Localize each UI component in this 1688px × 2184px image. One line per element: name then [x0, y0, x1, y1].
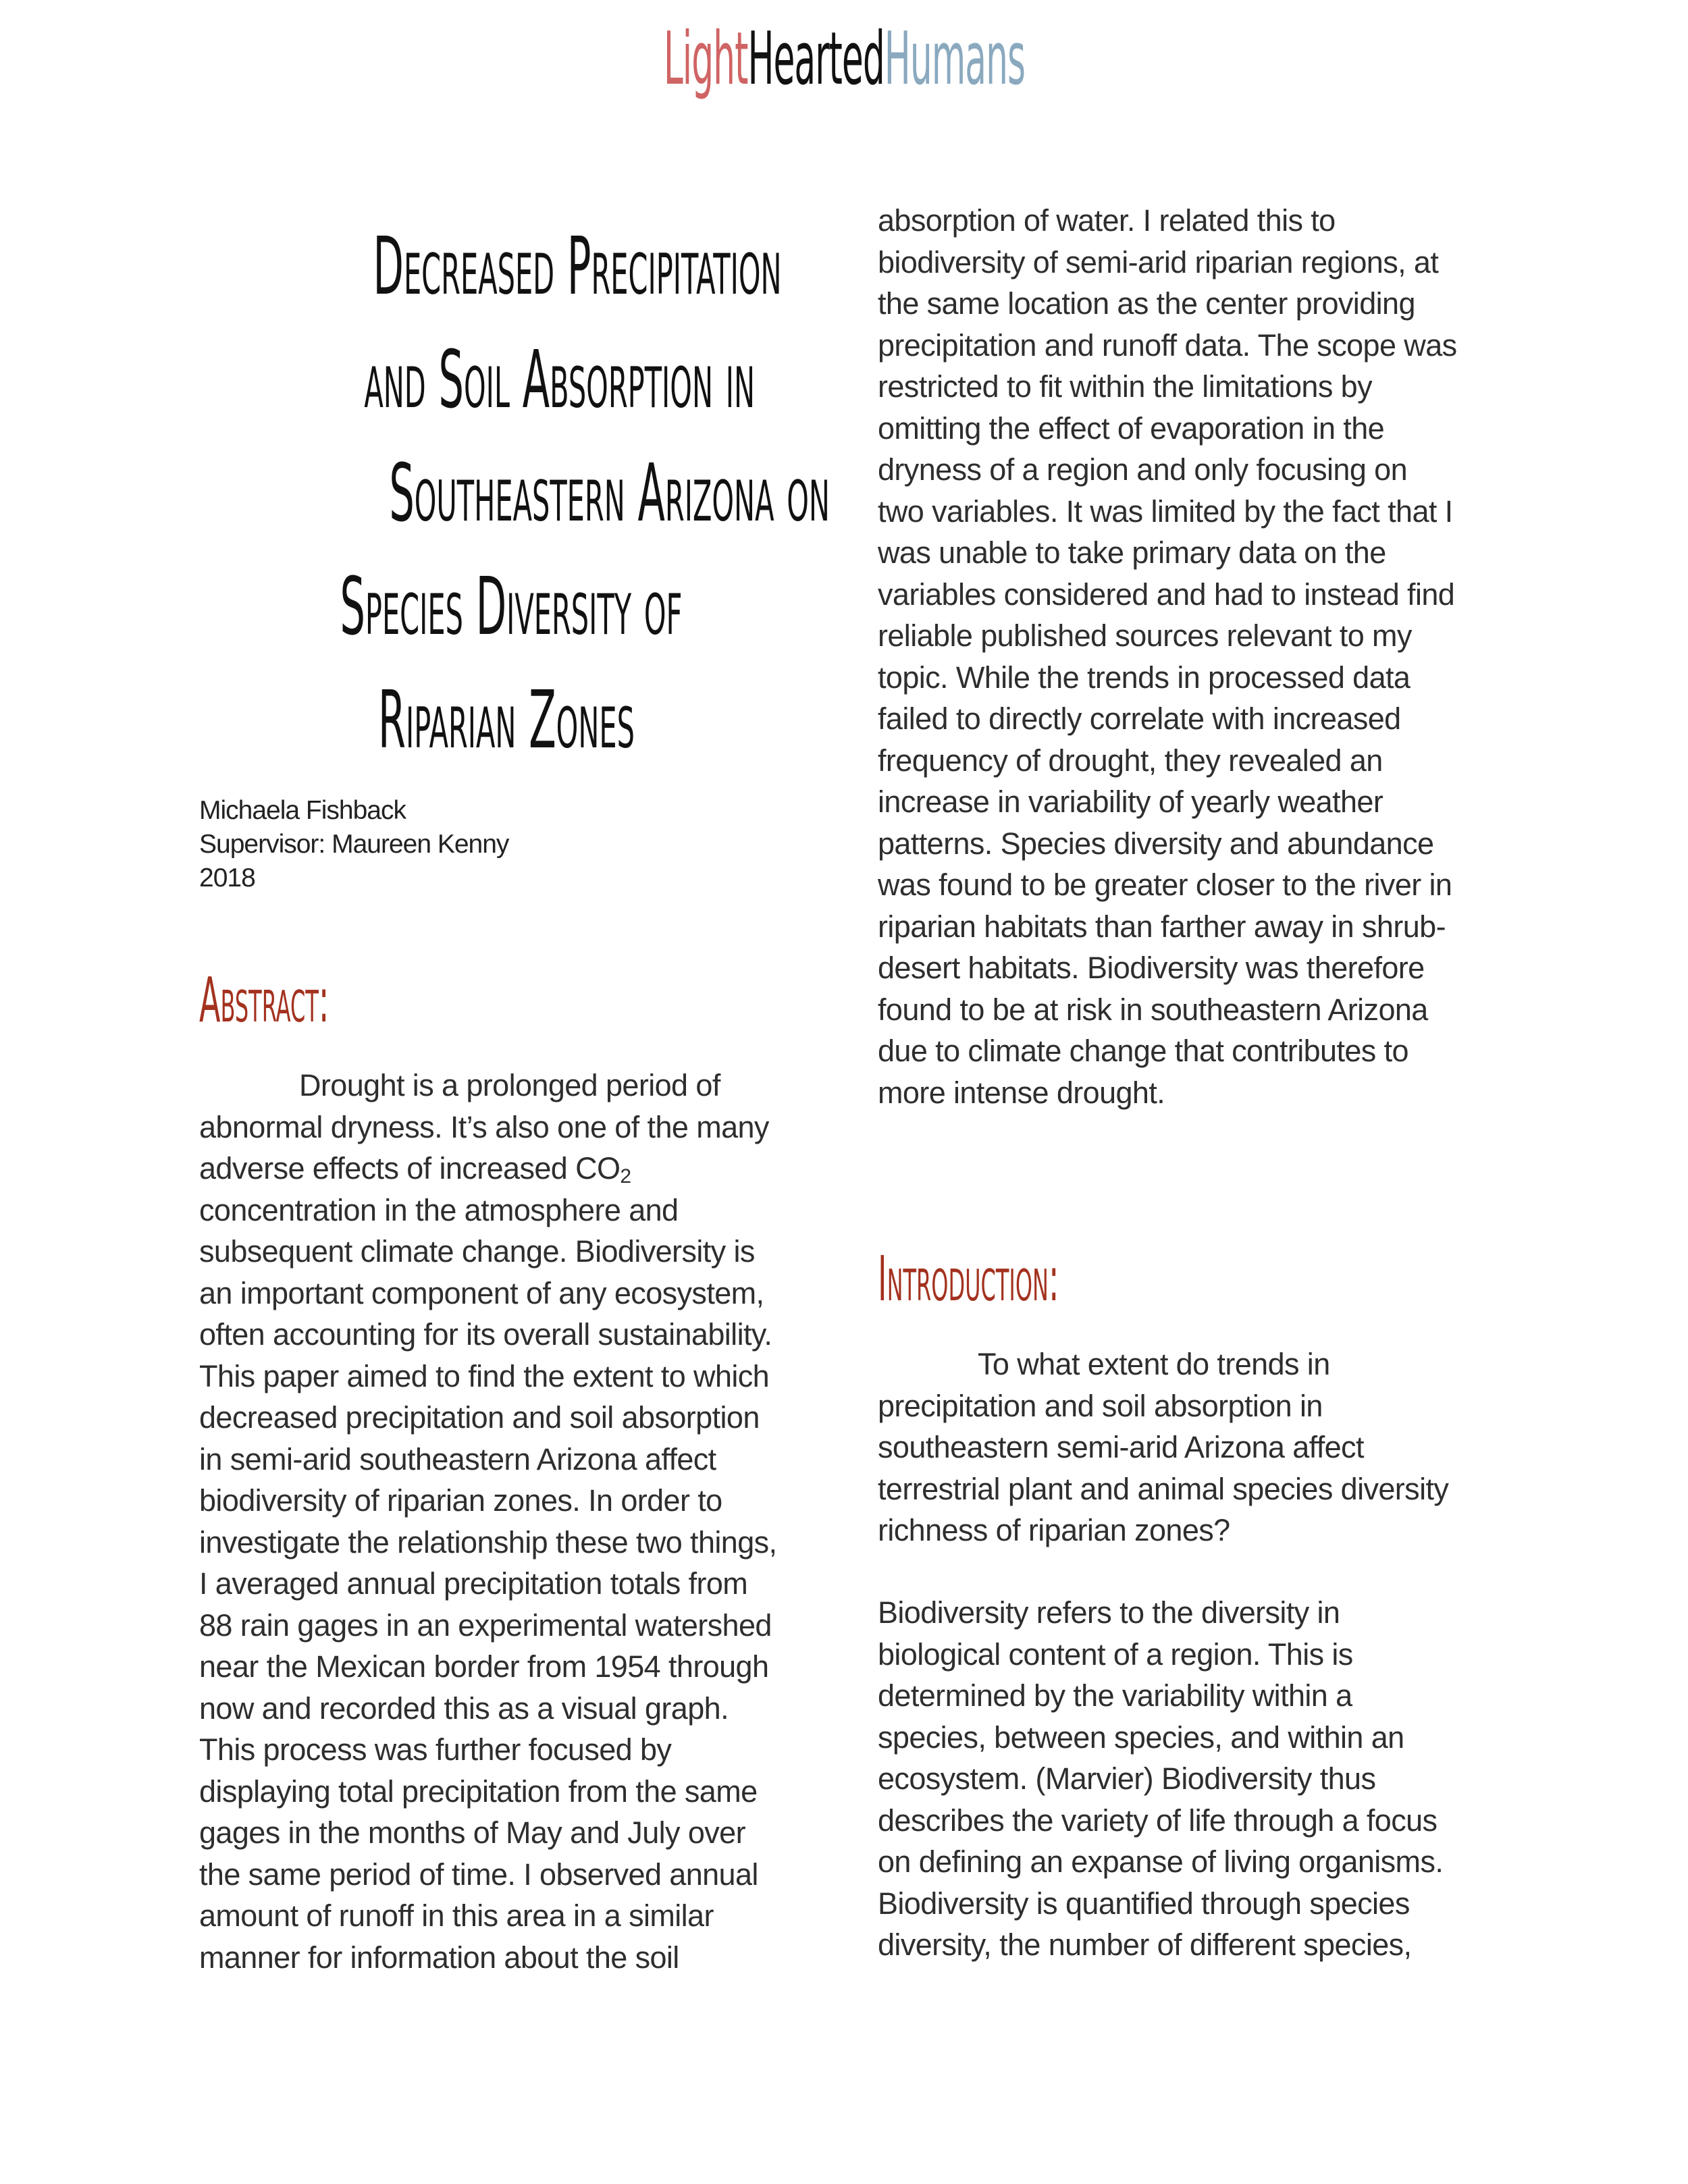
- line-text: desert habitats. Biodiversity was therefore: [878, 951, 1425, 985]
- abstract-right-column: [878, 200, 1457, 1113]
- line-text: on defining an expanse of living organisms.: [878, 1844, 1444, 1879]
- abstract-line: [878, 408, 1457, 450]
- supervisor: Supervisor: Maureen Kenny: [199, 830, 509, 859]
- abstract-heading-text: Abstract:: [199, 964, 329, 1036]
- line-text: was unable to take primary data on the: [878, 535, 1386, 570]
- paragraph-line: [878, 1924, 1443, 1966]
- line-text: riparian habitats than farther away in shrub-: [878, 909, 1446, 944]
- abstract-line: [199, 1646, 776, 1688]
- question-line: [878, 1427, 1448, 1468]
- abstract-line: [199, 1895, 776, 1937]
- author-block: [199, 794, 508, 895]
- abstract-line: [199, 1522, 776, 1564]
- abstract-line: [199, 1605, 776, 1647]
- author-name: Michaela Fishback: [199, 796, 406, 825]
- introduction-heading: [878, 1243, 1240, 1315]
- line-text: To what extent do trends in: [978, 1347, 1330, 1381]
- title-line-text: Southeastern Arizona on: [389, 446, 830, 539]
- abstract-line: [199, 1729, 776, 1771]
- question-line: [878, 1385, 1448, 1427]
- abstract-line: [199, 1771, 776, 1813]
- question-line: [878, 1343, 1448, 1385]
- abstract-line: [199, 1314, 776, 1356]
- line-text: patterns. Species diversity and abundance: [878, 826, 1434, 861]
- logo-part-light: Light: [663, 17, 747, 101]
- title-line-text: and Soil Absorption in: [364, 333, 756, 426]
- line-text: frequency of drought, they revealed an: [878, 743, 1383, 778]
- line-text: topic. While the trends in processed data: [878, 660, 1410, 695]
- abstract-line: [199, 1854, 776, 1896]
- line-text: precipitation and soil absorption in: [878, 1388, 1323, 1423]
- line-text: ecosystem. (Marvier) Biodiversity thus: [878, 1761, 1376, 1796]
- line-text: increase in variability of yearly weather: [878, 784, 1383, 819]
- line-text: diversity, the number of different species,: [878, 1927, 1412, 1962]
- title-line: [169, 550, 844, 663]
- abstract-line: [199, 1397, 776, 1439]
- line-text: biodiversity of semi-arid riparian regions, at: [878, 244, 1439, 279]
- abstract-line: [878, 740, 1457, 782]
- line-text: displaying total precipitation from the same: [199, 1774, 758, 1809]
- abstract-line: [199, 1148, 776, 1190]
- abstract-line: [878, 200, 1457, 242]
- abstract-line: [199, 1439, 776, 1481]
- abstract-line: [878, 615, 1457, 657]
- abstract-line: [878, 781, 1457, 823]
- line-text: restricted to fit within the limitations by: [878, 369, 1372, 404]
- abstract-line: [878, 657, 1457, 699]
- abstract-line: [199, 1273, 776, 1314]
- line-text: biodiversity of riparian zones. In order to: [199, 1483, 722, 1518]
- abstract-line: [878, 698, 1457, 740]
- line-text: Drought is a prolonged period of: [299, 1068, 720, 1102]
- line-text: more intense drought.: [878, 1075, 1165, 1110]
- title-line: [169, 323, 844, 436]
- abstract-line: [878, 491, 1457, 533]
- research-question: [878, 1343, 1448, 1551]
- paragraph-line: [878, 1717, 1443, 1759]
- year: 2018: [199, 863, 255, 893]
- line-text: terrestrial plant and animal species diversity: [878, 1471, 1449, 1506]
- line-text: biological content of a region. This is: [878, 1636, 1353, 1672]
- abstract-line: [878, 574, 1457, 616]
- title-line: [169, 436, 844, 550]
- line-text: species, between species, and within an: [878, 1720, 1404, 1755]
- line-text: precipitation and runoff data. The scope was: [878, 327, 1457, 363]
- abstract-line: [199, 1107, 776, 1148]
- line-text: richness of riparian zones?: [878, 1513, 1230, 1547]
- abstract-line: [878, 242, 1457, 284]
- abstract-line: [199, 1190, 776, 1231]
- abstract-left-column: [199, 1065, 776, 1978]
- question-line: [878, 1468, 1448, 1510]
- line-text: I averaged annual precipitation totals from: [199, 1566, 748, 1601]
- site-logo[interactable]: [0, 19, 1688, 100]
- line-text: failed to directly correlate with increased: [878, 701, 1401, 736]
- abstract-line: [878, 989, 1457, 1031]
- paragraph-line: [878, 1758, 1443, 1800]
- title-line: [169, 663, 844, 776]
- question-line: [878, 1510, 1448, 1551]
- paper-title: [169, 209, 844, 776]
- logo-part-humans: Humans: [884, 17, 1025, 101]
- abstract-line: [199, 1812, 776, 1854]
- paragraph-line: [878, 1841, 1443, 1883]
- line-text: amount of runoff in this area in a similar: [199, 1898, 714, 1933]
- line-text: gages in the months of May and July over: [199, 1815, 745, 1850]
- line-text: Biodiversity refers to the diversity in: [878, 1595, 1340, 1630]
- line-text: found to be at risk in southeastern Arizona: [878, 992, 1428, 1027]
- line-text: two variables. It was limited by the fact that I: [878, 494, 1453, 529]
- paragraph-line: [878, 1883, 1443, 1925]
- line-text: concentration in the atmosphere and: [199, 1192, 679, 1227]
- title-line-text: Decreased Precipitation: [373, 219, 782, 313]
- line-text: adverse effects of increased CO: [199, 1151, 621, 1186]
- title-line-text: Riparian Zones: [378, 673, 635, 766]
- line-text: manner for information about the soil: [199, 1940, 679, 1975]
- abstract-line: [878, 823, 1457, 865]
- line-text: This process was further focused by: [199, 1732, 672, 1767]
- abstract-line: [199, 1688, 776, 1730]
- paragraph-line: [878, 1634, 1443, 1676]
- abstract-line: [878, 325, 1457, 367]
- abstract-line: [878, 532, 1457, 574]
- abstract-line: [878, 947, 1457, 989]
- abstract-line: [878, 864, 1457, 906]
- line-text: determined by the variability within a: [878, 1678, 1352, 1713]
- line-text: decreased precipitation and soil absorption: [199, 1400, 760, 1435]
- line-text: often accounting for its overall sustainability.: [199, 1317, 772, 1352]
- line-text: This paper aimed to find the extent to which: [199, 1358, 770, 1393]
- line-text: reliable published sources relevant to my: [878, 618, 1412, 653]
- abstract-line: [878, 1030, 1457, 1072]
- abstract-line: [199, 1231, 776, 1273]
- line-text: southeastern semi-arid Arizona affect: [878, 1430, 1364, 1464]
- line-text: subsequent climate change. Biodiversity is: [199, 1234, 755, 1269]
- line-text: dryness of a region and only focusing on: [878, 452, 1408, 487]
- line-text: in semi-arid southeastern Arizona affect: [199, 1441, 716, 1476]
- abstract-line: [878, 283, 1457, 325]
- abstract-line: [878, 906, 1457, 948]
- line-text: the same location as the center providing: [878, 286, 1415, 321]
- line-text: omitting the effect of evaporation in the: [878, 410, 1385, 446]
- line-text: near the Mexican border from 1954 through: [199, 1649, 769, 1684]
- introduction-paragraph: [878, 1592, 1443, 1966]
- abstract-line: [878, 1072, 1457, 1114]
- abstract-heading: [199, 964, 459, 1036]
- paragraph-line: [878, 1675, 1443, 1717]
- title-line: [169, 209, 844, 323]
- line-text: investigate the relationship these two things,: [199, 1524, 777, 1560]
- line-text: absorption of water. I related this to: [878, 203, 1336, 238]
- abstract-line: [199, 1480, 776, 1522]
- line-text: due to climate change that contributes to: [878, 1034, 1408, 1068]
- logo-part-hearted: Hearted: [747, 17, 885, 101]
- abstract-line: [878, 366, 1457, 408]
- abstract-line: [199, 1937, 776, 1979]
- abstract-line: [199, 1563, 776, 1605]
- line-text: an important component of any ecosystem,: [199, 1275, 764, 1310]
- line-text: variables considered and had to instead find: [878, 577, 1455, 612]
- paragraph-line: [878, 1592, 1443, 1634]
- line-text: describes the variety of life through a focus: [878, 1803, 1438, 1838]
- line-text: now and recorded this as a visual graph.: [199, 1690, 729, 1726]
- line-text: abnormal dryness. It’s also one of the many: [199, 1109, 769, 1144]
- line-text: 88 rain gages in an experimental watershed: [199, 1607, 772, 1643]
- line-text: was found to be greater closer to the river in: [878, 868, 1452, 902]
- subscript: 2: [620, 1165, 631, 1188]
- line-text: the same period of time. I observed annual: [199, 1857, 758, 1892]
- abstract-line: [199, 1065, 776, 1107]
- introduction-heading-text: Introduction:: [878, 1243, 1059, 1315]
- abstract-line: [878, 449, 1457, 491]
- paragraph-line: [878, 1800, 1443, 1842]
- line-text: Biodiversity is quantified through species: [878, 1886, 1410, 1921]
- title-line-text: Species Diversity of: [340, 560, 683, 653]
- abstract-line: [199, 1356, 776, 1397]
